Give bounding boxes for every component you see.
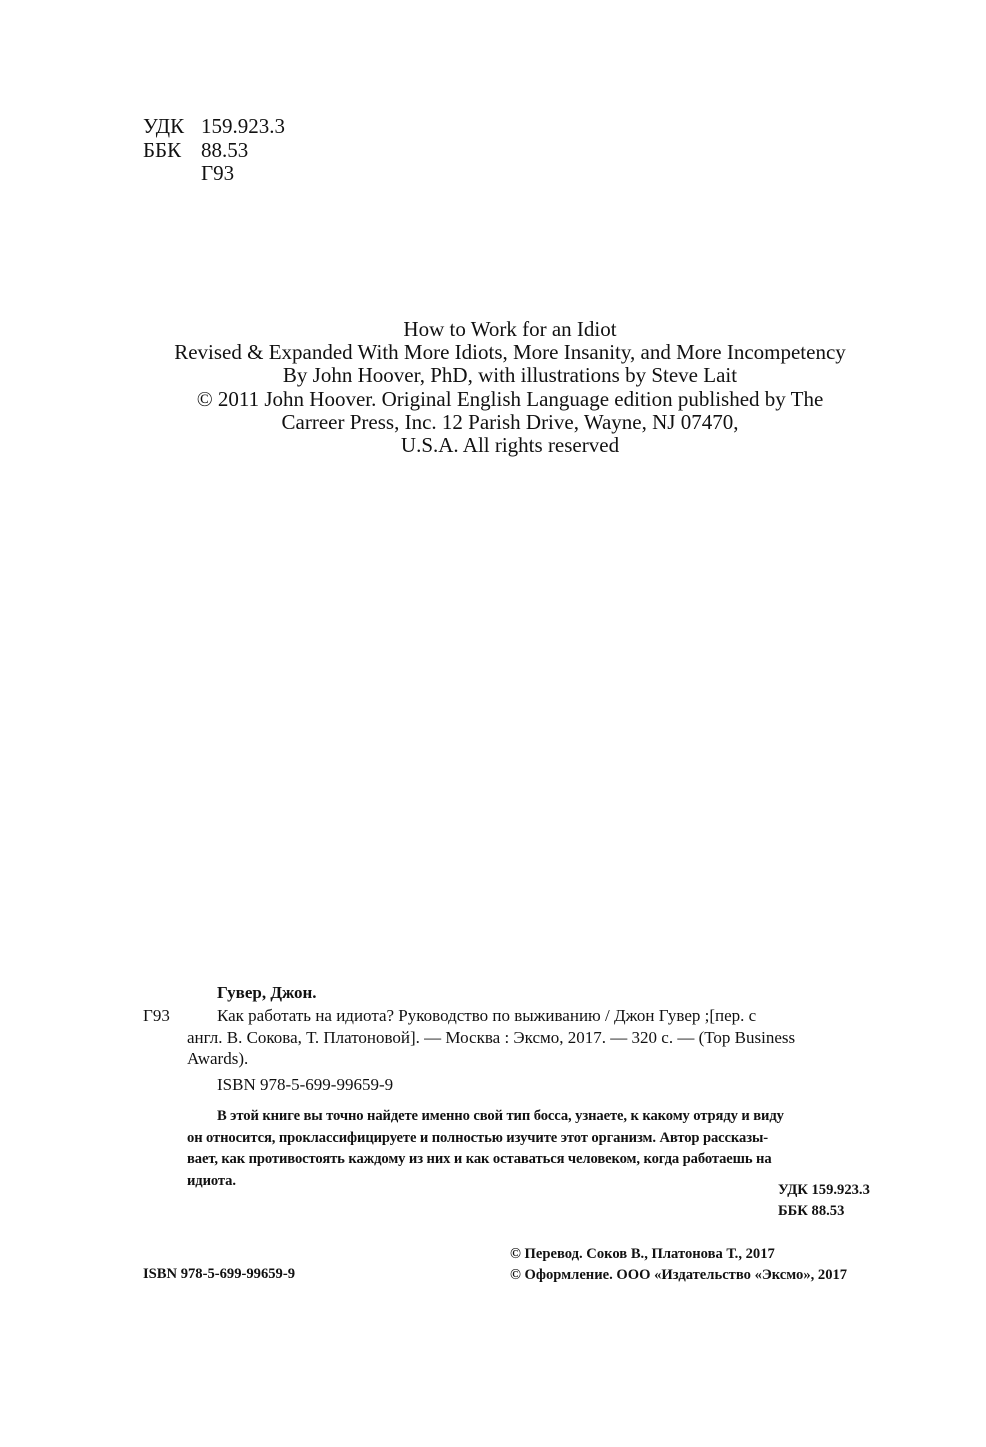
original-subtitle: Revised & Expanded With More Idiots, More Insanity, and More Incompetency	[174, 340, 846, 365]
catalog-author-mark: Г93	[143, 1006, 170, 1025]
footer-isbn: ISBN 978-5-699-99659-9	[143, 1266, 296, 1282]
catalog-description	[187, 1005, 881, 1070]
catalog-udk: УДК 159.923.3	[778, 1182, 870, 1198]
bbk-label: ББК	[143, 138, 182, 162]
author-mark-row	[143, 161, 343, 185]
catalog-summary-line: вает, как противостоять каждому из них и как оставаться человеком, когда работаешь на	[187, 1151, 772, 1167]
original-copyright-line-1: © 2011 John Hoover. Original English Language edition published by The	[196, 386, 824, 411]
udk-value: 159.923.3	[201, 114, 285, 138]
catalog-author-heading: Гувер, Джон.	[217, 983, 317, 1002]
catalog-isbn: ISBN 978-5-699-99659-9	[217, 1075, 394, 1094]
udk-label: УДК	[143, 114, 185, 138]
author-mark: Г93	[201, 161, 235, 185]
original-copyright-line-3: U.S.A. All rights reserved	[400, 433, 620, 458]
catalog-summary-line: он относится, проклассифицируете и полностью изучите этот организм. Автор рассказы-	[187, 1129, 769, 1146]
original-title: How to Work for an Idiot	[403, 317, 617, 341]
udk-row	[143, 114, 343, 138]
footer-copyrights	[510, 1244, 847, 1285]
catalog-summary-line: В этой книге вы точно найдете именно свой тип босса, узнаете, к какому отряду и виду	[217, 1108, 784, 1124]
original-copyright-line-2: Carreer Press, Inc. 12 Parish Drive, Wayne, NJ 07470,	[281, 409, 739, 434]
catalog-description-line: Awards).	[187, 1049, 249, 1069]
catalog-description-line: англ. В. Сокова, Т. Платоновой]. — Москва : Эксмо, 2017. — 320 с. — (Top Business	[187, 1027, 796, 1047]
original-authors: By John Hoover, PhD, with illustrations by Steve Lait	[282, 363, 738, 388]
catalog-summary	[187, 1106, 881, 1192]
catalog-bbk: ББК 88.53	[778, 1203, 845, 1219]
catalog-summary-line: идиота.	[187, 1172, 236, 1189]
original-edition-block	[100, 318, 920, 457]
catalog-description-line: Как работать на идиота? Руководство по выживанию / Джон Гувер ;[пер. с	[217, 1006, 757, 1025]
design-copyright: © Оформление. ООО «Издательство «Эксмо», 2017	[510, 1266, 848, 1283]
bbk-value: 88.53	[201, 138, 249, 162]
bbk-row	[143, 138, 343, 162]
translation-copyright: © Перевод. Соков В., Платонова Т., 2017	[510, 1246, 775, 1262]
catalog-index-block	[778, 1180, 870, 1222]
